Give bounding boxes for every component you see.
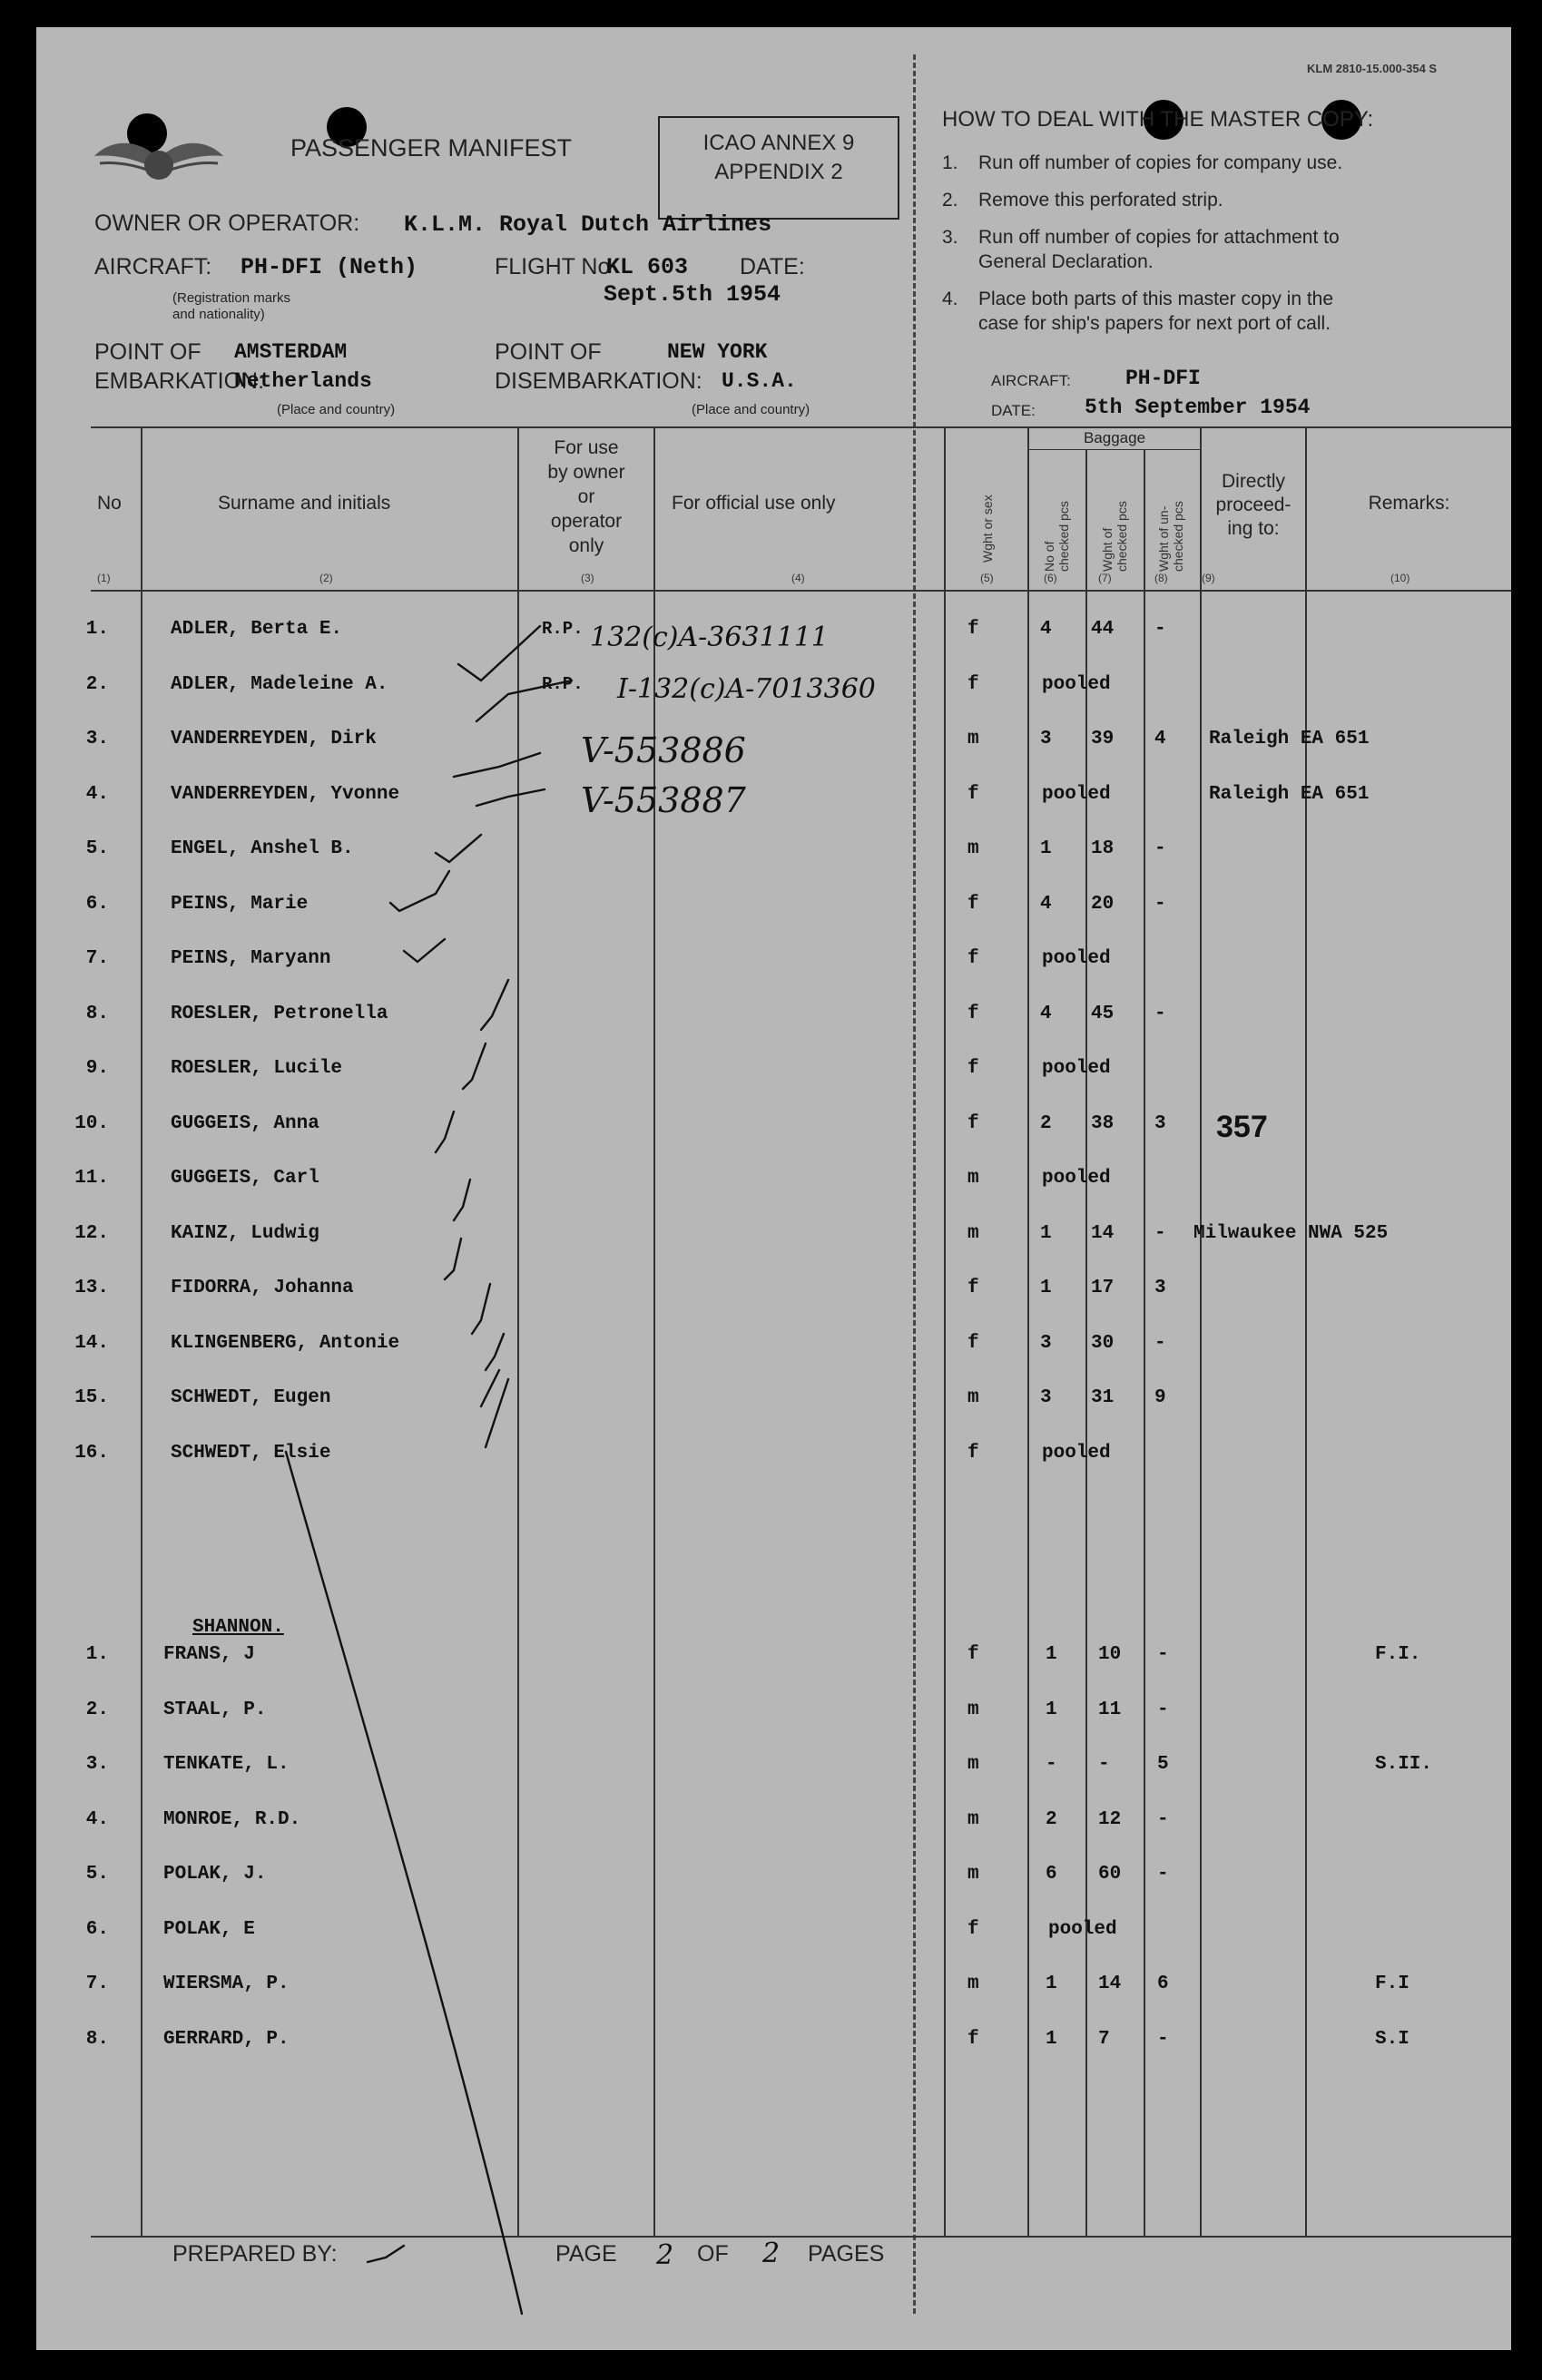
header-owner-use-line: operator: [550, 511, 623, 532]
row-number: 2.: [85, 1699, 109, 1720]
owner-label: OWNER OR OPERATOR:: [94, 211, 360, 236]
handwritten-check-marks: [36, 27, 1511, 2350]
registration-note-line: (Registration marks: [172, 290, 291, 306]
checked-pieces: 4: [1040, 619, 1052, 640]
baggage-pooled: pooled: [1042, 783, 1111, 805]
unchecked-weight: 3: [1154, 1278, 1166, 1298]
pages-label: PAGES: [808, 2241, 885, 2267]
destination-note: 357: [1216, 1109, 1268, 1144]
instruction-number: 2.: [942, 190, 958, 211]
row-number: 13.: [74, 1278, 109, 1298]
remarks: S.I: [1375, 2028, 1409, 2050]
baggage-pooled: pooled: [1048, 1918, 1117, 1940]
passenger-sex: m: [967, 1387, 979, 1408]
official-handwriting: V-553886: [581, 730, 746, 770]
instruction-number: 1.: [942, 152, 958, 173]
page-number: 2: [656, 2239, 674, 2271]
checked-pieces: 2: [1040, 1112, 1052, 1134]
page-label: PAGE: [555, 2241, 617, 2267]
checked-weight: 20: [1091, 893, 1115, 915]
row-number: 8.: [85, 2028, 109, 2050]
row-number: 10.: [74, 1112, 109, 1134]
row-number: 9.: [85, 1058, 109, 1079]
header-checked-pcs-line: checked pcs: [1056, 501, 1071, 572]
aircraft-label: AIRCRAFT:: [94, 254, 212, 279]
passenger-sex: f: [967, 893, 979, 915]
checked-pieces: 4: [1040, 893, 1052, 915]
unchecked-weight: -: [1157, 1699, 1169, 1720]
header-checked-pcs-line: No of: [1042, 541, 1056, 572]
checked-weight: 18: [1091, 838, 1115, 859]
column-number: (6): [1044, 572, 1057, 584]
header-weight-sex: Wght or sex: [980, 495, 995, 563]
embark-value-line: AMSTERDAM: [234, 340, 348, 364]
embark-label-line: POINT OF: [94, 339, 201, 365]
passenger-name: VANDERREYDEN, Dirk: [171, 729, 377, 749]
column-number: (3): [581, 572, 594, 584]
unchecked-weight: -: [1154, 1222, 1166, 1244]
date-value: Sept.5th 1954: [604, 281, 781, 308]
passenger-name: KLINGENBERG, Antonie: [171, 1332, 400, 1354]
prepared-by-label: PREPARED BY:: [172, 2241, 338, 2267]
page-title: PASSENGER MANIFEST: [290, 134, 573, 162]
instruction-text: Run off number of copies for attachment to: [978, 227, 1340, 248]
row-number: 5.: [85, 838, 109, 859]
column-number: (10): [1390, 572, 1410, 584]
checked-pieces: 1: [1040, 1278, 1052, 1298]
destination: Raleigh EA 651: [1209, 783, 1370, 805]
passenger-sex: f: [967, 1332, 979, 1354]
passenger-name: TENKATE, L.: [163, 1754, 290, 1775]
passenger-name: SCHWEDT, Elsie: [171, 1442, 331, 1464]
checked-pieces: 3: [1040, 729, 1052, 749]
destination: Raleigh EA 651: [1209, 729, 1370, 749]
passenger-name: GUGGEIS, Carl: [171, 1168, 319, 1189]
passenger-sex: f: [967, 948, 979, 969]
passenger-name: PEINS, Marie: [171, 893, 309, 915]
unchecked-weight: 3: [1154, 1112, 1166, 1134]
passenger-name: ROESLER, Lucile: [171, 1058, 343, 1079]
header-baggage: Baggage: [1083, 429, 1146, 446]
form-code: KLM 2810-15.000-354 S: [1307, 62, 1438, 75]
instruction-number: 3.: [942, 227, 958, 248]
checked-weight: 44: [1091, 619, 1115, 640]
flight-label: FLIGHT No: [495, 254, 611, 279]
checked-weight: 10: [1098, 1644, 1122, 1665]
row-number: 4.: [85, 783, 109, 805]
passenger-name: ADLER, Berta E.: [171, 619, 343, 640]
official-handwriting: I-132(c)A-7013360: [617, 673, 876, 705]
passenger-sex: f: [967, 1918, 979, 1940]
row-number: 7.: [85, 948, 109, 969]
header-wght-checked-line: Wght of: [1100, 527, 1115, 572]
icao-line-2: APPENDIX 2: [714, 160, 843, 184]
official-handwriting: 132(c)A-3631111: [590, 622, 829, 653]
passenger-sex: f: [967, 1644, 979, 1665]
instruction-text: case for ship's papers for next port of call.: [978, 313, 1331, 334]
passenger-sex: f: [967, 2028, 979, 2050]
row-number: 15.: [74, 1387, 109, 1408]
instruction-text: Place both parts of this master copy in the: [978, 289, 1334, 309]
date-label: DATE:: [740, 254, 805, 279]
checked-pieces: 4: [1040, 1003, 1052, 1024]
row-number: 4.: [85, 1808, 109, 1830]
passenger-sex: m: [967, 838, 979, 859]
remarks: F.I: [1375, 1974, 1409, 1994]
passenger-name: MONROE, R.D.: [163, 1808, 301, 1830]
column-number: (1): [97, 572, 111, 584]
right-date-value: 5th September 1954: [1085, 396, 1311, 419]
passenger-sex: f: [967, 1442, 979, 1464]
checked-pieces: 3: [1040, 1387, 1052, 1408]
column-number: (7): [1098, 572, 1112, 584]
header-proceeding-line: Directly: [1221, 471, 1285, 492]
unchecked-weight: -: [1154, 838, 1166, 859]
row-number: 7.: [85, 1974, 109, 1994]
unchecked-weight: -: [1157, 1808, 1169, 1830]
checked-pieces: 3: [1040, 1332, 1052, 1354]
row-number: 6.: [85, 893, 109, 915]
column-number: (4): [791, 572, 805, 584]
passenger-sex: f: [967, 783, 979, 805]
passenger-sex: m: [967, 729, 979, 749]
passenger-sex: f: [967, 1112, 979, 1134]
passenger-name: PEINS, Maryann: [171, 948, 331, 969]
passenger-sex: m: [967, 1754, 979, 1775]
header-owner-use-line: only: [568, 535, 604, 556]
right-date-label: DATE:: [991, 402, 1036, 419]
passenger-sex: m: [967, 1864, 979, 1885]
checked-weight: 7: [1098, 2028, 1110, 2050]
icao-line-1: ICAO ANNEX 9: [702, 131, 855, 155]
row-number: 14.: [74, 1332, 109, 1354]
owner-value: K.L.M. Royal Dutch Airlines: [404, 211, 772, 238]
instruction-text: General Declaration.: [978, 251, 1154, 272]
header-wght-unchecked-line: Wght of un-: [1156, 505, 1171, 572]
row-number: 3.: [85, 1754, 109, 1775]
checked-pieces: -: [1046, 1754, 1057, 1775]
official-handwriting: V-553887: [581, 780, 746, 820]
row-number: 11.: [74, 1168, 109, 1189]
remarks: F.I.: [1375, 1644, 1421, 1665]
disembark-value-line: NEW YORK: [667, 340, 768, 364]
checked-weight: 39: [1091, 729, 1115, 749]
baggage-pooled: pooled: [1042, 673, 1111, 695]
instruction-number: 4.: [942, 289, 958, 309]
row-number: 2.: [85, 673, 109, 695]
owner-code: R.P.: [542, 619, 584, 639]
header-proceeding-line: ing to:: [1227, 518, 1280, 539]
header-owner-use-line: or: [577, 486, 595, 507]
passenger-name: VANDERREYDEN, Yvonne: [171, 783, 400, 805]
disembark-note: (Place and country): [692, 402, 810, 417]
passenger-sex: m: [967, 1974, 979, 1994]
embark-value-line: Netherlands: [234, 369, 372, 393]
passenger-name: KAINZ, Ludwig: [171, 1222, 319, 1244]
passenger-sex: f: [967, 619, 979, 640]
instruction-text: Run off number of copies for company use.: [978, 152, 1343, 173]
row-number: 8.: [85, 1003, 109, 1024]
passenger-sex: f: [967, 1278, 979, 1298]
passenger-sex: m: [967, 1699, 979, 1720]
disembark-label-line: POINT OF: [495, 339, 602, 365]
unchecked-weight: 6: [1157, 1974, 1169, 1994]
baggage-pooled: pooled: [1042, 1058, 1111, 1079]
owner-code: R.P.: [542, 673, 584, 694]
header-owner-use-line: For use: [554, 437, 619, 458]
page-total: 2: [762, 2238, 781, 2269]
passenger-name: FIDORRA, Johanna: [171, 1278, 354, 1298]
manifest-paper: [36, 27, 1511, 2350]
passenger-name: ROESLER, Petronella: [171, 1003, 388, 1024]
passenger-sex: m: [967, 1808, 979, 1830]
row-number: 1.: [85, 619, 109, 640]
baggage-pooled: pooled: [1042, 948, 1111, 969]
row-number: 6.: [85, 1918, 109, 1940]
checked-pieces: 6: [1046, 1864, 1057, 1885]
right-aircraft-label: AIRCRAFT:: [991, 372, 1071, 389]
header-remarks: Remarks:: [1368, 493, 1450, 514]
passenger-name: POLAK, J.: [163, 1864, 267, 1885]
header-official: For official use only: [672, 493, 836, 514]
unchecked-weight: 5: [1157, 1754, 1169, 1775]
row-number: 5.: [85, 1864, 109, 1885]
header-wght-unchecked-line: checked pcs: [1171, 501, 1185, 572]
passenger-name: ADLER, Madeleine A.: [171, 673, 388, 695]
header-wght-checked-line: checked pcs: [1115, 501, 1129, 572]
checked-pieces: 1: [1046, 1699, 1057, 1720]
passenger-name: FRANS, J: [163, 1644, 255, 1665]
unchecked-weight: 4: [1154, 729, 1166, 749]
column-number: (2): [319, 572, 333, 584]
embark-note: (Place and country): [277, 402, 396, 417]
of-label: OF: [697, 2241, 729, 2267]
master-copy-title: HOW TO DEAL WITH THE MASTER COPY:: [942, 107, 1374, 132]
unchecked-weight: -: [1154, 619, 1166, 640]
unchecked-weight: -: [1157, 1644, 1169, 1665]
baggage-pooled: pooled: [1042, 1442, 1111, 1464]
header-surname: Surname and initials: [218, 493, 391, 514]
checked-pieces: 2: [1046, 1808, 1057, 1830]
checked-pieces: 1: [1046, 1974, 1057, 1994]
checked-weight: 11: [1098, 1699, 1122, 1720]
checked-weight: 31: [1091, 1387, 1115, 1408]
passenger-sex: f: [967, 1058, 979, 1079]
passenger-sex: f: [967, 1003, 979, 1024]
unchecked-weight: -: [1157, 2028, 1169, 2050]
aircraft-value: PH-DFI (Neth): [241, 254, 418, 280]
passenger-name: WIERSMA, P.: [163, 1974, 290, 1994]
column-number: (8): [1154, 572, 1168, 584]
unchecked-weight: -: [1154, 1332, 1166, 1354]
flight-value: KL 603: [606, 254, 689, 280]
checked-pieces: 1: [1046, 2028, 1057, 2050]
checked-weight: 30: [1091, 1332, 1115, 1354]
passenger-sex: m: [967, 1168, 979, 1189]
checked-weight: -: [1098, 1754, 1110, 1775]
header-no: No: [97, 493, 122, 514]
baggage-pooled: pooled: [1042, 1168, 1111, 1189]
disembark-label-line: DISEMBARKATION:: [495, 368, 702, 394]
unchecked-weight: -: [1154, 893, 1166, 915]
registration-note-line: and nationality): [172, 307, 265, 322]
checked-weight: 38: [1091, 1112, 1115, 1134]
unchecked-weight: 9: [1154, 1387, 1166, 1408]
checked-pieces: 1: [1040, 1222, 1052, 1244]
passenger-name: STAAL, P.: [163, 1699, 267, 1720]
passenger-name: SCHWEDT, Eugen: [171, 1387, 331, 1408]
unchecked-weight: -: [1157, 1864, 1169, 1885]
checked-pieces: 1: [1040, 838, 1052, 859]
checked-weight: 12: [1098, 1808, 1122, 1830]
unchecked-weight: -: [1154, 1003, 1166, 1024]
row-number: 3.: [85, 729, 109, 749]
column-number: (5): [980, 572, 994, 584]
instruction-text: Remove this perforated strip.: [978, 190, 1223, 211]
row-number: 1.: [85, 1644, 109, 1665]
header-owner-use-line: by owner: [547, 462, 625, 483]
destination: Milwaukee NWA 525: [1193, 1222, 1389, 1244]
right-aircraft-value: PH-DFI: [1125, 367, 1201, 390]
header-proceeding-line: proceed-: [1215, 495, 1292, 515]
passenger-name: GERRARD, P.: [163, 2028, 290, 2050]
checked-weight: 14: [1091, 1222, 1115, 1244]
row-number: 12.: [74, 1222, 109, 1244]
section-label-shannon: SHANNON.: [192, 1617, 284, 1638]
column-number: (9): [1202, 572, 1215, 584]
checked-weight: 17: [1091, 1278, 1115, 1298]
disembark-value-line: U.S.A.: [722, 369, 797, 393]
checked-weight: 60: [1098, 1864, 1122, 1885]
row-number: 16.: [74, 1442, 109, 1464]
checked-weight: 45: [1091, 1003, 1115, 1024]
remarks: S.II.: [1375, 1754, 1433, 1775]
passenger-name: POLAK, E: [163, 1918, 255, 1940]
passenger-sex: m: [967, 1222, 979, 1244]
checked-pieces: 1: [1046, 1644, 1057, 1665]
passenger-name: ENGEL, Anshel B.: [171, 838, 354, 859]
passenger-name: GUGGEIS, Anna: [171, 1112, 319, 1134]
embark-label-line: EMBARKATION:: [94, 368, 265, 394]
passenger-sex: f: [967, 673, 979, 695]
checked-weight: 14: [1098, 1974, 1122, 1994]
